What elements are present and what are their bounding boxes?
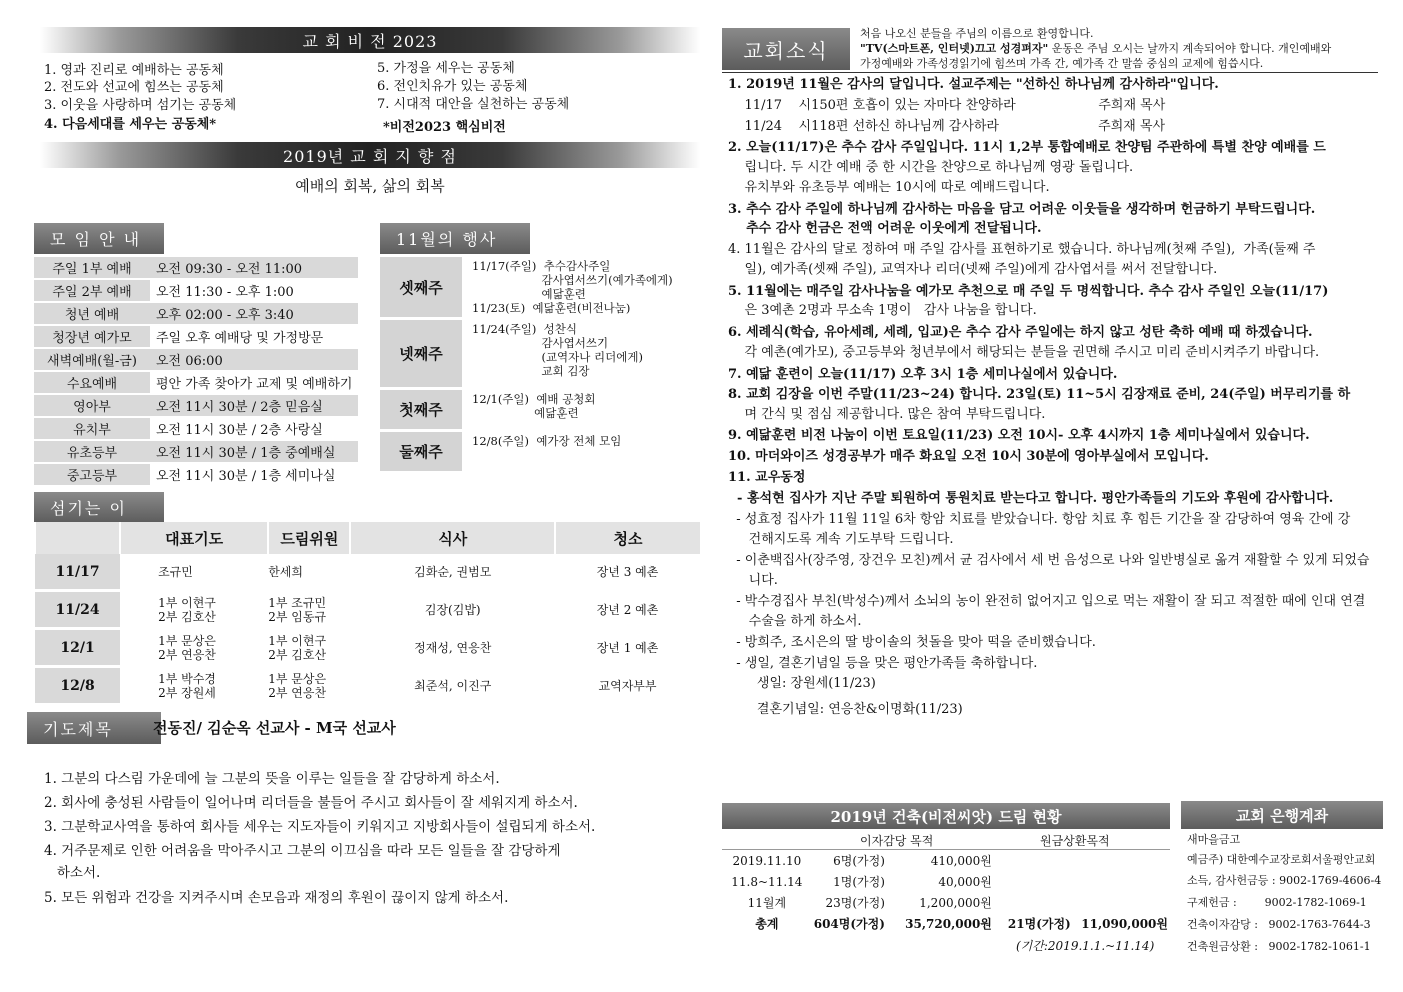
prayer-item: 2. 회사에 충성된 사람들이 일어나며 리더들을 불들어 주시고 회사들이 잘 세워지게 하소서. (44, 795, 578, 811)
meeting-row (34, 302, 358, 325)
vision-item: 5. 가정을 세우는 공동체 (377, 61, 515, 76)
servers-meal: 김화순, 권범모 (414, 565, 492, 580)
event-row (380, 389, 700, 431)
news-line: 3. 추수 감사 주일에 하나님께 감사하는 마음을 담고 어려운 이웃들을 생각하며 헌금하기 부탁드립니다. (728, 202, 1316, 217)
meeting-row (34, 371, 358, 394)
meeting-time: 오전 11시 30분 / 1층 세미나실 (150, 463, 358, 486)
vision-item: 7. 시대적 대안을 실천하는 공동체 (377, 97, 570, 112)
bank-line: 건축이자감당 : 9002-1763-7644-3 (1187, 918, 1371, 931)
fund-n2 (994, 892, 1073, 913)
meeting-name: 청장년 예가모 (34, 325, 150, 348)
fund-n2 (994, 871, 1073, 892)
vision-title-band (40, 27, 700, 53)
event-week: 첫째주 (380, 389, 462, 431)
news-intro: 가정예배와 가족성경읽기에 힘쓰며 가족 간, 예가족 간 말씀 중심의 교제에 힘씁시다. (860, 57, 1264, 70)
bank-title-bar: 교회 은행계좌 (1181, 801, 1383, 829)
meeting-time: 오전 11시 30분 / 1층 중예배실 (150, 440, 358, 463)
vision-core-note: *비전2023 핵심비전 (383, 120, 506, 135)
news-line: 립니다. 두 시간 예배 중 한 시간을 찬양으로 하나님께 영광 돌립니다. (728, 160, 1134, 175)
bank-line: 새마을금고 (1187, 833, 1241, 846)
news-line: 며 간식 및 점심 제공합니다. 많은 참여 부탁드립니다. (728, 407, 1046, 422)
fund-n: 604명(가정) (813, 917, 885, 931)
bank-list (1187, 830, 1383, 958)
event-detail: 12/1(주일) 예배 공청회 예닮훈련 (462, 389, 700, 431)
fund-row (722, 850, 1170, 871)
fund-row (722, 913, 1170, 934)
servers-meal: 최준석, 이진구 (414, 678, 492, 693)
meeting-row (34, 394, 358, 417)
news-intro: 처음 나오신 분들을 주님의 이름으로 환영합니다. (860, 27, 1094, 40)
news-line: 11. 교우동정 (728, 470, 806, 485)
meeting-name: 유치부 (34, 417, 150, 440)
news-line: 10. 마더와이즈 성경공부가 매주 화요일 오전 10시 30분에 영아부실에서 모입니다. (728, 449, 1209, 464)
news-divider (722, 72, 1378, 73)
fund-table (722, 850, 1170, 934)
servers-header: 식사 (350, 522, 555, 554)
meeting-name: 주일 2부 예배 (34, 279, 150, 302)
meeting-name: 주일 1부 예배 (34, 257, 150, 279)
direction-title-band (40, 142, 700, 168)
news-intro: "TV(스마트폰, 인터넷)끄고 성경펴자" 운동은 주님 오시는 날까지 계속되어야 합니다. 개인예배와 (860, 42, 1332, 55)
vision-item: 2. 전도와 선교에 힘쓰는 공동체 (44, 80, 224, 95)
news-line: 9. 예닮훈련 비전 나눔이 이번 토요일(11/23) 오전 10시- 오후 4시까지 1층 세미나실에서 있습니다. (728, 428, 1310, 443)
vision-item: 6. 전인치유가 있는 공동체 (377, 79, 528, 94)
meeting-row (34, 440, 358, 463)
news-line: - 생일, 결혼기념일 등을 맞은 평안가족들 축하합니다. (728, 656, 1038, 671)
vision-item: 4. 다음세대를 세우는 공동체* (44, 117, 217, 132)
news-line: - 홍석현 집사가 지난 주말 퇴원하여 통원치료 받는다고 합니다. 평안가족들의 기도와 후원에 감사합니다. (728, 491, 1334, 506)
prayer-item: 5. 모든 위험과 건강을 지켜주시며 손모음과 재정의 후원이 끊이지 않게 하소서. (44, 890, 509, 906)
servers-dream: 1부 문상은 2부 연응찬 (268, 671, 327, 700)
news-line: 수술을 하게 하소서. (728, 614, 862, 629)
news-line: - 이춘백집사(장주영, 장건우 모친)께서 균 검사에서 세 번 음성으로 나와 일반병실로 옮겨 재활할 수 있게 되었습 (728, 553, 1370, 568)
news-line: - 성효정 집사가 11월 11일 6차 항암 치료를 받았습니다. 항암 치료 후 힘든 기간을 잘 감당하여 영육 간에 강 (728, 512, 1351, 527)
servers-dream: 1부 조규민 2부 임동규 (268, 595, 327, 624)
event-week: 넷째주 (380, 319, 462, 389)
events-table (380, 257, 700, 474)
news-line: 일), 예가족(셋째 주일), 교역자나 리더(넷째 주일)에게 감사엽서를 써서 전달합니다. (728, 262, 1218, 277)
meeting-name: 수요예배 (34, 371, 150, 394)
news-line: 유치부와 유초등부 예배는 10시에 따로 예배드립니다. (728, 180, 1050, 195)
news-line: 11/24 시118편 선하신 하나님께 감사하라 주희재 목사 (728, 119, 1166, 134)
news-line: 결혼기념일: 연응찬&이명화(11/23) (728, 702, 963, 717)
fund-date: 11.8~11.14 (731, 874, 803, 889)
event-detail: 11/24(주일) 성찬식 감사엽서쓰기 (교역자나 리더에게) 교회 김장 (462, 319, 700, 389)
servers-title: 섬기는 이 (34, 492, 164, 523)
meeting-time: 오전 11시 30분 / 2층 사랑실 (150, 417, 358, 440)
prayer-item: 4. 거주문제로 인한 어려움을 막아주시고 그분의 이끄심을 따라 모든 일들을 잘 감당하게 (44, 843, 561, 859)
news-line: 8. 교회 김장을 이번 주말(11/23~24) 합니다. 23일(토) 11~5시 김장재료 준비, 24(주일) 버무리기를 하 (728, 387, 1351, 402)
prayer-item: 1. 그분의 다스림 가운데에 늘 그분의 뜻을 이루는 일들을 잘 감당하게 하소서. (44, 771, 500, 787)
meeting-name: 중고등부 (34, 463, 150, 486)
meeting-time: 오후 02:00 - 오후 3:40 (150, 302, 358, 325)
servers-clean: 장년 3 예촌 (596, 565, 659, 580)
news-line: 생일: 장원세(11/23) (728, 676, 876, 691)
event-detail: 12/8(주일) 예가장 전체 모임 (462, 431, 700, 473)
prayer-item: 하소서. (44, 865, 101, 881)
meeting-row (34, 463, 358, 486)
prayer-heading: 전동진/ 김순옥 선교사 - M국 선교사 (153, 719, 396, 737)
meeting-time: 주일 오후 예배당 및 가정방문 (150, 325, 358, 348)
fund-period: (기간:2019.1.1.~11.14) (1016, 939, 1155, 953)
servers-header: 청소 (555, 522, 700, 554)
news-line: 7. 예닮 훈련이 오늘(11/17) 오후 3시 1층 세미나실에서 있습니다. (728, 367, 1118, 382)
event-week: 셋째주 (380, 257, 462, 319)
servers-header-blank (35, 522, 120, 554)
servers-date: 12/8 (35, 667, 120, 705)
servers-row (35, 629, 700, 667)
fund-n: 6명(가정) (833, 854, 885, 868)
servers-prayer: 1부 이현구 2부 김호산 (158, 595, 216, 624)
news-line: 5. 11월에는 매주일 감사나눔을 예가모 추천으로 매 주일 두 명씩합니다. 추수 감사 주일인 오늘(11/17) (728, 284, 1329, 299)
news-title: 교회소식 (722, 28, 850, 70)
fund-date: 11월계 (747, 896, 787, 910)
meeting-name: 영아부 (34, 394, 150, 417)
fund-amt: 1,200,000원 (919, 896, 992, 910)
vision-item: 3. 이웃을 사랑하며 섬기는 공동체 (44, 98, 237, 113)
news-line: - 방희주, 조시은의 딸 방이솔의 첫돌을 맞아 떡을 준비했습니다. (728, 635, 1096, 650)
news-line: 4. 11월은 감사의 달로 정하여 매 주일 감사를 표현하기로 했습니다. 하나님께(첫째 주일), 가족(둘째 주 (728, 242, 1316, 257)
event-detail: 11/17(주일) 추수감사주일 감사엽서쓰기(예가족에게) 예닮훈련 11/23(토) 예닮훈련(비전나눔) (462, 257, 700, 319)
fund-n2: 21명(가정) (1007, 917, 1071, 931)
servers-row (35, 667, 700, 705)
direction-title: 2019년 교 회 지 향 점 (283, 146, 457, 166)
meetings-table (34, 257, 358, 487)
meeting-name: 유초등부 (34, 440, 150, 463)
prayer-item: 3. 그분학교사역을 통하여 회사들 세우는 지도자들이 키워지고 지방회사들이 설립되게 하소서. (44, 819, 596, 835)
news-line: 1. 2019년 11월은 감사의 달입니다. 설교주제는 "선하신 하나님께 감사하라"입니다. (728, 77, 1219, 92)
servers-clean: 장년 2 예촌 (596, 602, 659, 617)
fund-amt2 (1073, 871, 1170, 892)
servers-date: 11/24 (35, 591, 120, 629)
fund-row (722, 871, 1170, 892)
servers-header-row (35, 522, 700, 554)
servers-prayer: 1부 박수경 2부 장원세 (158, 671, 216, 700)
servers-clean: 교역자부부 (598, 678, 657, 693)
fund-title-bar: 2019년 건축(비전씨앗) 드림 현황 (722, 803, 1170, 829)
meeting-row (34, 348, 358, 371)
fund-row (722, 892, 1170, 913)
news-line: 니다. (728, 573, 778, 588)
news-line: 11/17 시150편 호흡이 있는 자마다 찬양하라 주희재 목사 (728, 98, 1166, 113)
vision-title: 교 회 비 전 2023 (302, 31, 438, 51)
meeting-time: 오전 11:30 - 오후 1:00 (150, 279, 358, 302)
servers-prayer: 1부 문상은 2부 연응찬 (158, 633, 216, 662)
fund-header-interest: 이자감당 목적 (860, 834, 934, 848)
vision-item: 1. 영과 진리로 예배하는 공동체 (44, 63, 224, 78)
event-week: 둘째주 (380, 431, 462, 473)
meeting-name: 청년 예배 (34, 302, 150, 325)
servers-header: 드림위원 (268, 522, 350, 554)
news-line: 각 예촌(예가모), 중고등부와 청년부에서 해당되는 분들을 권면해 주시고 미리 준비시켜주기 바랍니다. (728, 345, 1320, 360)
servers-dream: 한세희 (268, 565, 303, 580)
event-row (380, 319, 700, 389)
fund-amt2 (1073, 892, 1170, 913)
servers-meal: 정재성, 연응찬 (414, 640, 492, 655)
meeting-time: 오전 11시 30분 / 2층 믿음실 (150, 394, 358, 417)
servers-date: 11/17 (35, 554, 120, 591)
event-row (380, 431, 700, 473)
servers-dream: 1부 이현구 2부 김호산 (268, 633, 327, 662)
meeting-time: 평안 가족 찾아가 교제 및 예배하기 (150, 371, 358, 394)
fund-date: 2019.11.10 (732, 853, 802, 868)
fund-header-principal: 원금상환목적 (1040, 834, 1110, 848)
bank-line: 구제헌금 : 9002-1782-1069-1 (1187, 896, 1367, 909)
meeting-row (34, 279, 358, 302)
servers-header: 대표기도 (120, 522, 268, 554)
meeting-row (34, 325, 358, 348)
news-line: 은 3예촌 2명과 무소속 1명이 감사 나눔을 합니다. (728, 303, 1037, 318)
fund-amt: 35,720,000원 (905, 917, 992, 931)
news-line: 2. 오늘(11/17)은 추수 감사 주일입니다. 11시 1,2부 통합예배로 찬양팀 주관하에 특별 찬양 예배를 드 (728, 140, 1326, 155)
servers-date: 12/1 (35, 629, 120, 667)
event-row (380, 257, 700, 319)
fund-n: 1명(가정) (833, 875, 885, 889)
meeting-row (34, 417, 358, 440)
prayer-title: 기도제목 (27, 712, 161, 744)
fund-amt2 (1073, 850, 1170, 871)
bank-line: 예금주) 대한예수교장로회서울평안교회 (1187, 853, 1376, 866)
meeting-time: 오전 06:00 (150, 348, 358, 371)
meeting-name: 새벽예배(월-금) (34, 348, 150, 371)
news-line: 건해지도록 계속 기도부탁 드립니다. (728, 532, 954, 547)
direction-subtitle: 예배의 회복, 삶의 회복 (295, 177, 445, 195)
meetings-title: 모 임 안 내 (34, 223, 164, 254)
servers-row (35, 554, 700, 591)
servers-meal: 김장(김밥) (424, 602, 481, 617)
meeting-row (34, 257, 358, 279)
fund-amt: 410,000원 (930, 854, 992, 868)
fund-amt: 40,000원 (938, 875, 992, 889)
events-title: 11월의 행사 (380, 223, 530, 254)
servers-prayer: 조규민 (158, 565, 193, 580)
bank-line: 소득, 감사헌금등 : 9002-1769-4606-4 (1187, 874, 1382, 887)
meeting-time: 오전 09:30 - 오전 11:00 (150, 257, 358, 279)
servers-clean: 장년 1 예촌 (596, 640, 659, 655)
news-line: - 박수경집사 부친(박성수)께서 소뇌의 농이 완전히 없어지고 입으로 먹는 재활이 잘 되고 적절한 때에 인대 연결 (728, 594, 1366, 609)
fund-amt2: 11,090,000원 (1081, 917, 1168, 931)
servers-row (35, 591, 700, 629)
servers-table (34, 522, 700, 706)
fund-n: 23명(가정) (825, 896, 885, 910)
news-line: 6. 세례식(학습, 유아세례, 세례, 입교)은 추수 감사 주일에는 하지 않고 성탄 축하 예배 때 하겠습니다. (728, 325, 1313, 340)
fund-n2 (994, 850, 1073, 871)
bank-line: 건축원금상환 : 9002-1782-1061-1 (1187, 940, 1371, 953)
fund-date: 총계 (755, 917, 779, 931)
news-line: 추수 감사 헌금은 전액 어려운 이웃에게 전달됩니다. (728, 221, 1042, 236)
